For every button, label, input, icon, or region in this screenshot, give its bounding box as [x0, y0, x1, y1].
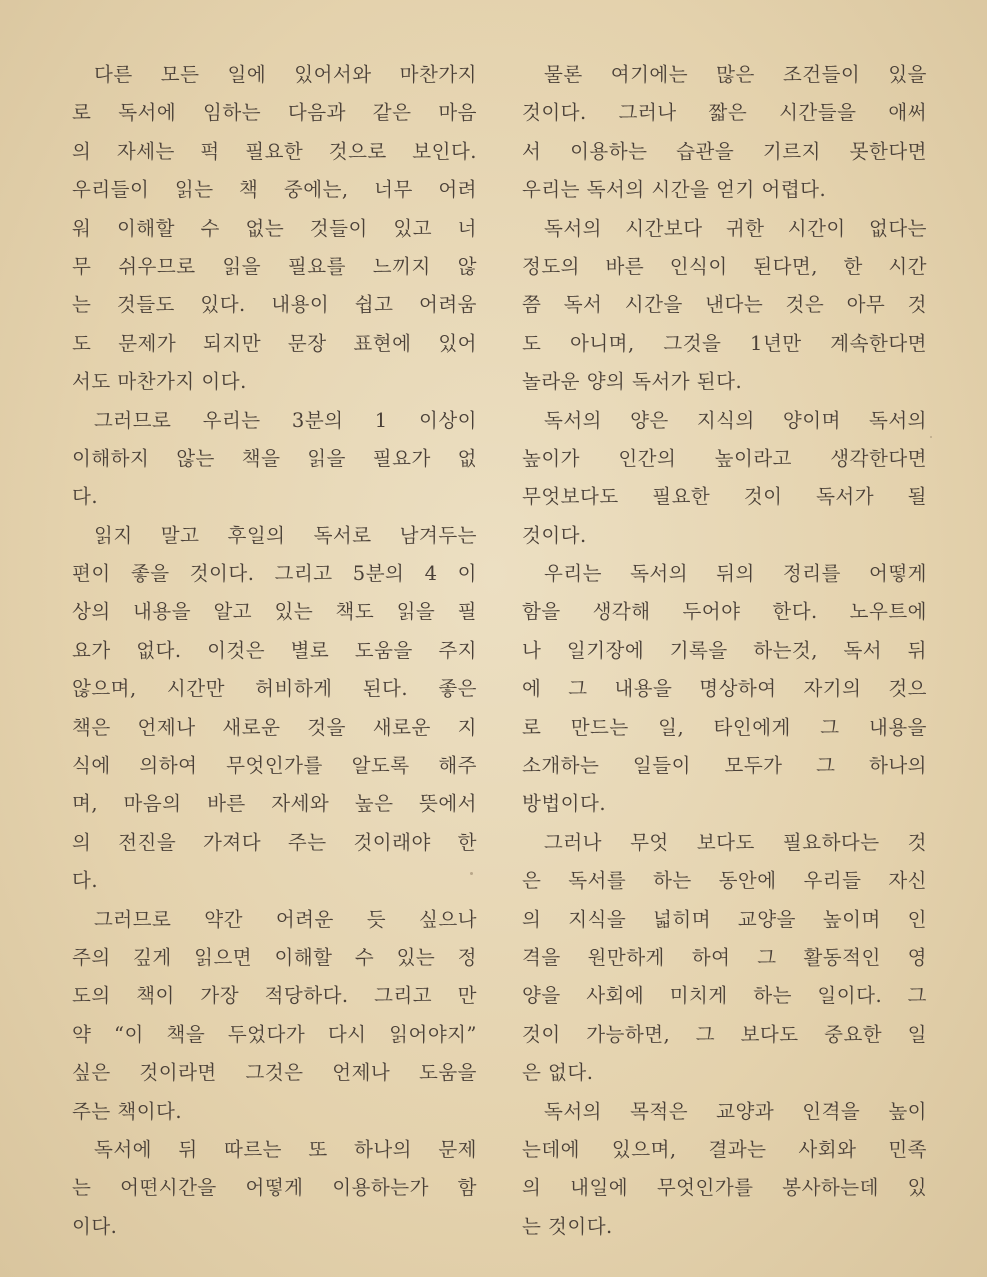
paragraph	[522, 1093, 927, 1247]
text-line: 높이가 인간의 높이라고 생각한다면	[522, 446, 927, 470]
text-line: 독서의 양은 지식의 양이며 독서의	[544, 408, 927, 432]
text-line: 함을 생각해 두어야 한다. 노우트에	[522, 600, 927, 624]
text-line: 약 “이 책을 두었다가 다시 읽어야지”	[72, 1022, 477, 1046]
paragraph	[72, 56, 477, 402]
text-line: 것이 가능하면, 그 보다도 중요한 일	[522, 1022, 927, 1046]
text-line: 물론 여기에는 많은 조건들이 있을	[544, 63, 927, 86]
text-line: 도 문제가 되지만 문장 표현에 있어	[72, 331, 477, 355]
text-line: 양을 사회에 미치게 하는 일이다. 그	[522, 984, 927, 1008]
paragraph	[522, 824, 927, 1093]
text-line: 읽지 말고 후일의 독서로 남겨두는	[94, 523, 477, 547]
text-line: 편이 좋을 것이다. 그리고 5분의 4 이	[72, 562, 477, 586]
text-line: 워 이해할 수 없는 것들이 있고 너	[72, 216, 477, 240]
text-line: 는 어떤시간을 어떻게 이용하는가 함	[72, 1176, 477, 1200]
text-line: 무 쉬우므로 읽을 필요를 느끼지 않	[72, 254, 477, 278]
paragraph	[72, 517, 477, 901]
text-line: 의 전진을 가져다 주는 것이래야 한	[72, 830, 477, 854]
text-line: 것이다. 그러나 짧은 시간들을 애써	[522, 101, 927, 125]
text-line: 서도 마찬가지 이다.	[72, 370, 247, 394]
paper-speck	[470, 872, 473, 875]
text-line: 다.	[72, 869, 99, 893]
text-line: 소개하는 일들이 모두가 그 하나의	[522, 754, 927, 778]
paragraph	[522, 402, 927, 556]
text-line: 우리들이 읽는 책 중에는, 너무 어려	[72, 178, 477, 202]
text-line: 는 것들도 있다. 내용이 쉽고 어려움	[72, 293, 477, 317]
text-line: 방법이다.	[522, 792, 607, 816]
text-line: 우리는 독서의 뒤의 정리를 어떻게	[544, 562, 927, 586]
text-line: 상의 내용을 알고 있는 책도 읽을 필	[72, 600, 477, 624]
text-line: 로 독서에 임하는 다음과 같은 마음	[72, 101, 477, 125]
text-line: 놀라운 양의 독서가 된다.	[522, 370, 743, 394]
text-line: 독서에 뒤 따르는 또 하나의 문제	[94, 1137, 477, 1161]
text-line: 이해하지 않는 책을 읽을 필요가 없	[72, 446, 477, 470]
text-line: 주의 깊게 읽으면 이해할 수 있는 정	[72, 945, 477, 969]
text-line: 식에 의하여 무엇인가를 알도록 해주	[72, 754, 477, 778]
text-line: 다른 모든 일에 있어서와 마찬가지	[94, 63, 477, 86]
text-line: 요가 없다. 이것은 별로 도움을 주지	[72, 638, 477, 662]
text-line: 은 독서를 하는 동안에 우리들 자신	[522, 869, 927, 893]
text-line: 다.	[72, 485, 99, 509]
text-line: 그러므로 약간 어려운 듯 싶으나	[94, 907, 477, 931]
text-line: 주는 책이다.	[72, 1099, 183, 1123]
paragraph	[72, 901, 477, 1131]
text-line: 이다.	[72, 1214, 118, 1238]
text-line: 도의 책이 가장 적당하다. 그리고 만	[72, 984, 477, 1008]
text-line: 격을 원만하게 하여 그 활동적인 영	[522, 945, 927, 969]
text-line: 독서의 시간보다 귀한 시간이 없다는	[544, 216, 927, 240]
text-line: 정도의 바른 인식이 된다면, 한 시간	[522, 254, 927, 278]
paper-speck	[930, 436, 932, 438]
text-line: 나 일기장에 기록을 하는것, 독서 뒤	[522, 638, 927, 662]
text-line: 않으며, 시간만 허비하게 된다. 좋은	[72, 677, 477, 701]
text-line: 의 자세는 퍽 필요한 것으로 보인다.	[72, 139, 477, 163]
text-line: 로 만드는 일, 타인에게 그 내용을	[522, 715, 927, 739]
paragraph	[522, 555, 927, 824]
text-line: 독서의 목적은 교양과 인격을 높이	[544, 1099, 927, 1123]
text-line: 도 아니며, 그것을 1년만 계속한다면	[522, 331, 927, 355]
text-line: 의 내일에 무엇인가를 봉사하는데 있	[522, 1176, 927, 1200]
text-line: 무엇보다도 필요한 것이 독서가 될	[522, 485, 927, 509]
text-line: 며, 마음의 바른 자세와 높은 뜻에서	[72, 792, 477, 816]
text-line: 우리는 독서의 시간을 얻기 어렵다.	[522, 178, 827, 202]
left-column	[72, 56, 477, 1246]
paragraph	[522, 56, 927, 210]
text-line: 서 이용하는 습관을 기르지 못한다면	[522, 139, 927, 163]
text-line: 은 없다.	[522, 1061, 594, 1085]
paragraph	[72, 1131, 477, 1246]
text-line: 것이다.	[522, 523, 587, 547]
text-line: 는데에 있으며, 결과는 사회와 민족	[522, 1137, 927, 1161]
paragraph	[72, 402, 477, 517]
text-line: 의 지식을 넓히며 교양을 높이며 인	[522, 907, 927, 931]
paragraph	[522, 210, 927, 402]
text-line: 그러나 무엇 보다도 필요하다는 것	[544, 830, 927, 854]
text-line: 그러므로 우리는 3분의 1 이상이	[94, 408, 477, 432]
text-line: 는 것이다.	[522, 1214, 613, 1238]
text-line: 에 그 내용을 명상하여 자기의 것으	[522, 677, 927, 701]
right-column	[522, 56, 927, 1246]
text-line: 싶은 것이라면 그것은 언제나 도움을	[72, 1061, 477, 1085]
text-line: 쯤 독서 시간을 낸다는 것은 아무 것	[522, 293, 927, 317]
text-line: 책은 언제나 새로운 것을 새로운 지	[72, 715, 477, 739]
